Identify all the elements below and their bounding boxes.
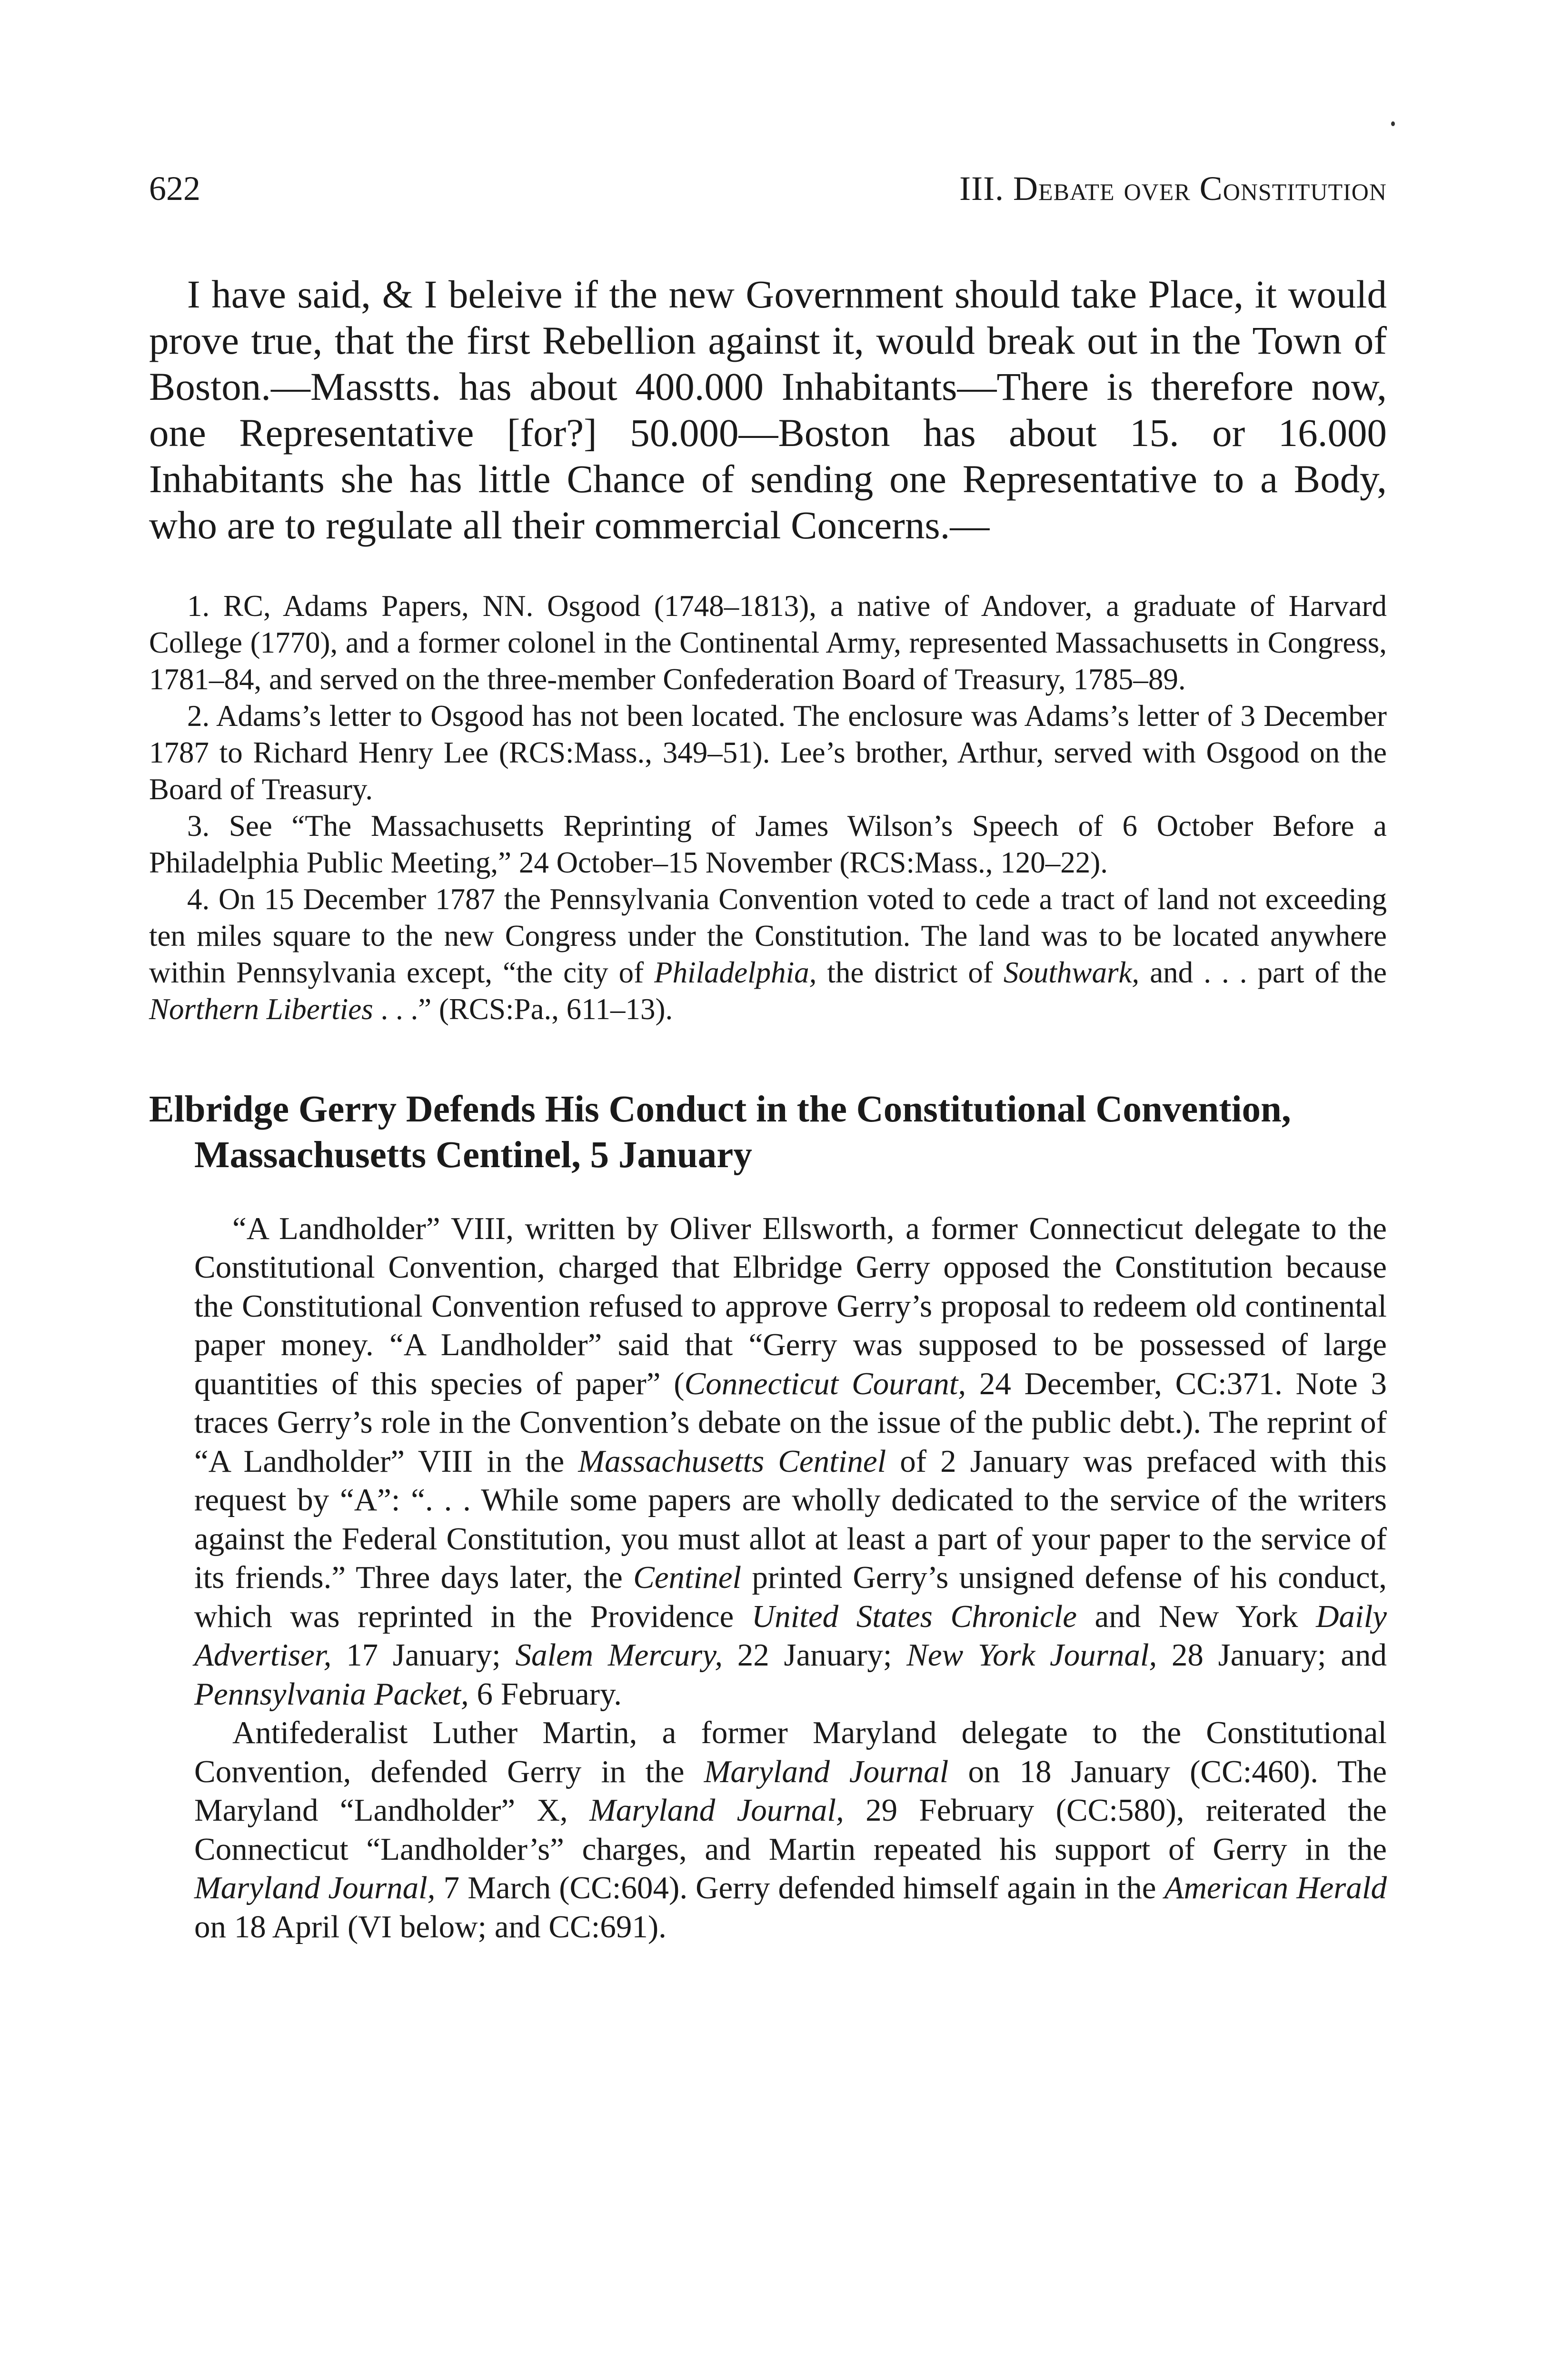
footnote-1: 1. RC, Adams Papers, NN. Osgood (1748–1813), a native of Andover, a graduate of Harvard College (1770), and a former colonel in the Continental Army, represented Massachusetts in Congress, 1781–84, and served on the three-member Confederation Board of Treasury, 1785–89. bbox=[149, 589, 1387, 696]
footnotes bbox=[149, 588, 1387, 1028]
section-title: Elbridge Gerry Defends His Conduct in the Constitutional Convention, Massachusetts Centinel, 5 January bbox=[149, 1089, 1291, 1176]
footnote-2: 2. Adams’s letter to Osgood has not been located. The enclosure was Adams’s letter of 3 December 1787 to Richard Henry Lee (RCS:Mass., 349–51). Lee’s brother, Arthur, served with Osgood on the Board of Treasury. bbox=[149, 699, 1387, 806]
intro-paragraph-2: Antifederalist Luther Martin, a former Maryland delegate to the Constitutional Convention, defended Gerry in the Maryland Journal on 18 January (CC:460). The Maryland “Landholder” X, Maryland Journal, 29 February (CC:580), reiterated the Connecticut “Landholder’s” charges, and Martin repeated his support of Gerry in the Maryland Journal, 7 March (CC:604). Gerry defended himself again in the American Herald on 18 April (VI below; and CC:691). bbox=[194, 1715, 1387, 1944]
editorial-introduction bbox=[149, 1210, 1387, 1947]
footnote-4: 4. On 15 December 1787 the Pennsylvania Convention voted to cede a tract of land not exceeding ten miles square to the new Congress under the Constitution. The land was to be located anywhere within Pennsylvania except, “the city of Philadelphia, the district of Southwark, and . . . part of the Northern Liberties . . .” (RCS:Pa., 611–13). bbox=[149, 883, 1387, 1026]
document-page bbox=[149, 171, 1387, 1946]
running-title: III. Debate over Constitution bbox=[959, 169, 1387, 208]
footnote-3: 3. See “The Massachusetts Reprinting of James Wilson’s Speech of 6 October Before a Philadelphia Public Meeting,” 24 October–15 November (RCS:Mass., 120–22). bbox=[149, 809, 1387, 879]
scan-speck bbox=[1391, 121, 1395, 126]
running-head bbox=[149, 171, 1387, 214]
page-number: 622 bbox=[149, 169, 200, 208]
letter-excerpt: I have said, & I beleive if the new Government should take Place, it would prove true, that the first Rebellion against it, would break out in the Town of Boston.—Masstts. has about 400.000 Inhabitants—There is therefore now, one Representative [for?] 50.000—Boston has about 15. or 16.000 Inhabitants she has little Chance of sending one Representative to a Body, who are to regulate all their commercial Concerns.— bbox=[149, 272, 1387, 547]
intro-paragraph-1: “A Landholder” VIII, written by Oliver Ellsworth, a former Connecticut delegate to the Constitutional Convention, charged that Elbridge Gerry opposed the Constitution because the Constitutional Convention refused to approve Gerry’s proposal to redeem old continental paper money. “A Landholder” said that “Gerry was supposed to be possessed of large quantities of this species of paper” (Connecticut Courant, 24 December, CC:371. Note 3 traces Gerry’s role in the Convention’s debate on the issue of the public debt.). The reprint of “A Landholder” VIII in the Massachusetts Centinel of 2 January was prefaced with this request by “A”: “. . . While some papers are wholly dedicated to the service of the writers against the Federal Constitution, you must allot at least a part of your paper to the service of its friends.” Three days later, the Centinel printed Gerry’s unsigned defense of his conduct, which was reprinted in the Providence United States Chronicle and New York Daily Advertiser, 17 January; Salem Mercury, 22 January; New York Journal, 28 January; and Pennsylvania Packet, 6 February. bbox=[194, 1210, 1387, 1712]
